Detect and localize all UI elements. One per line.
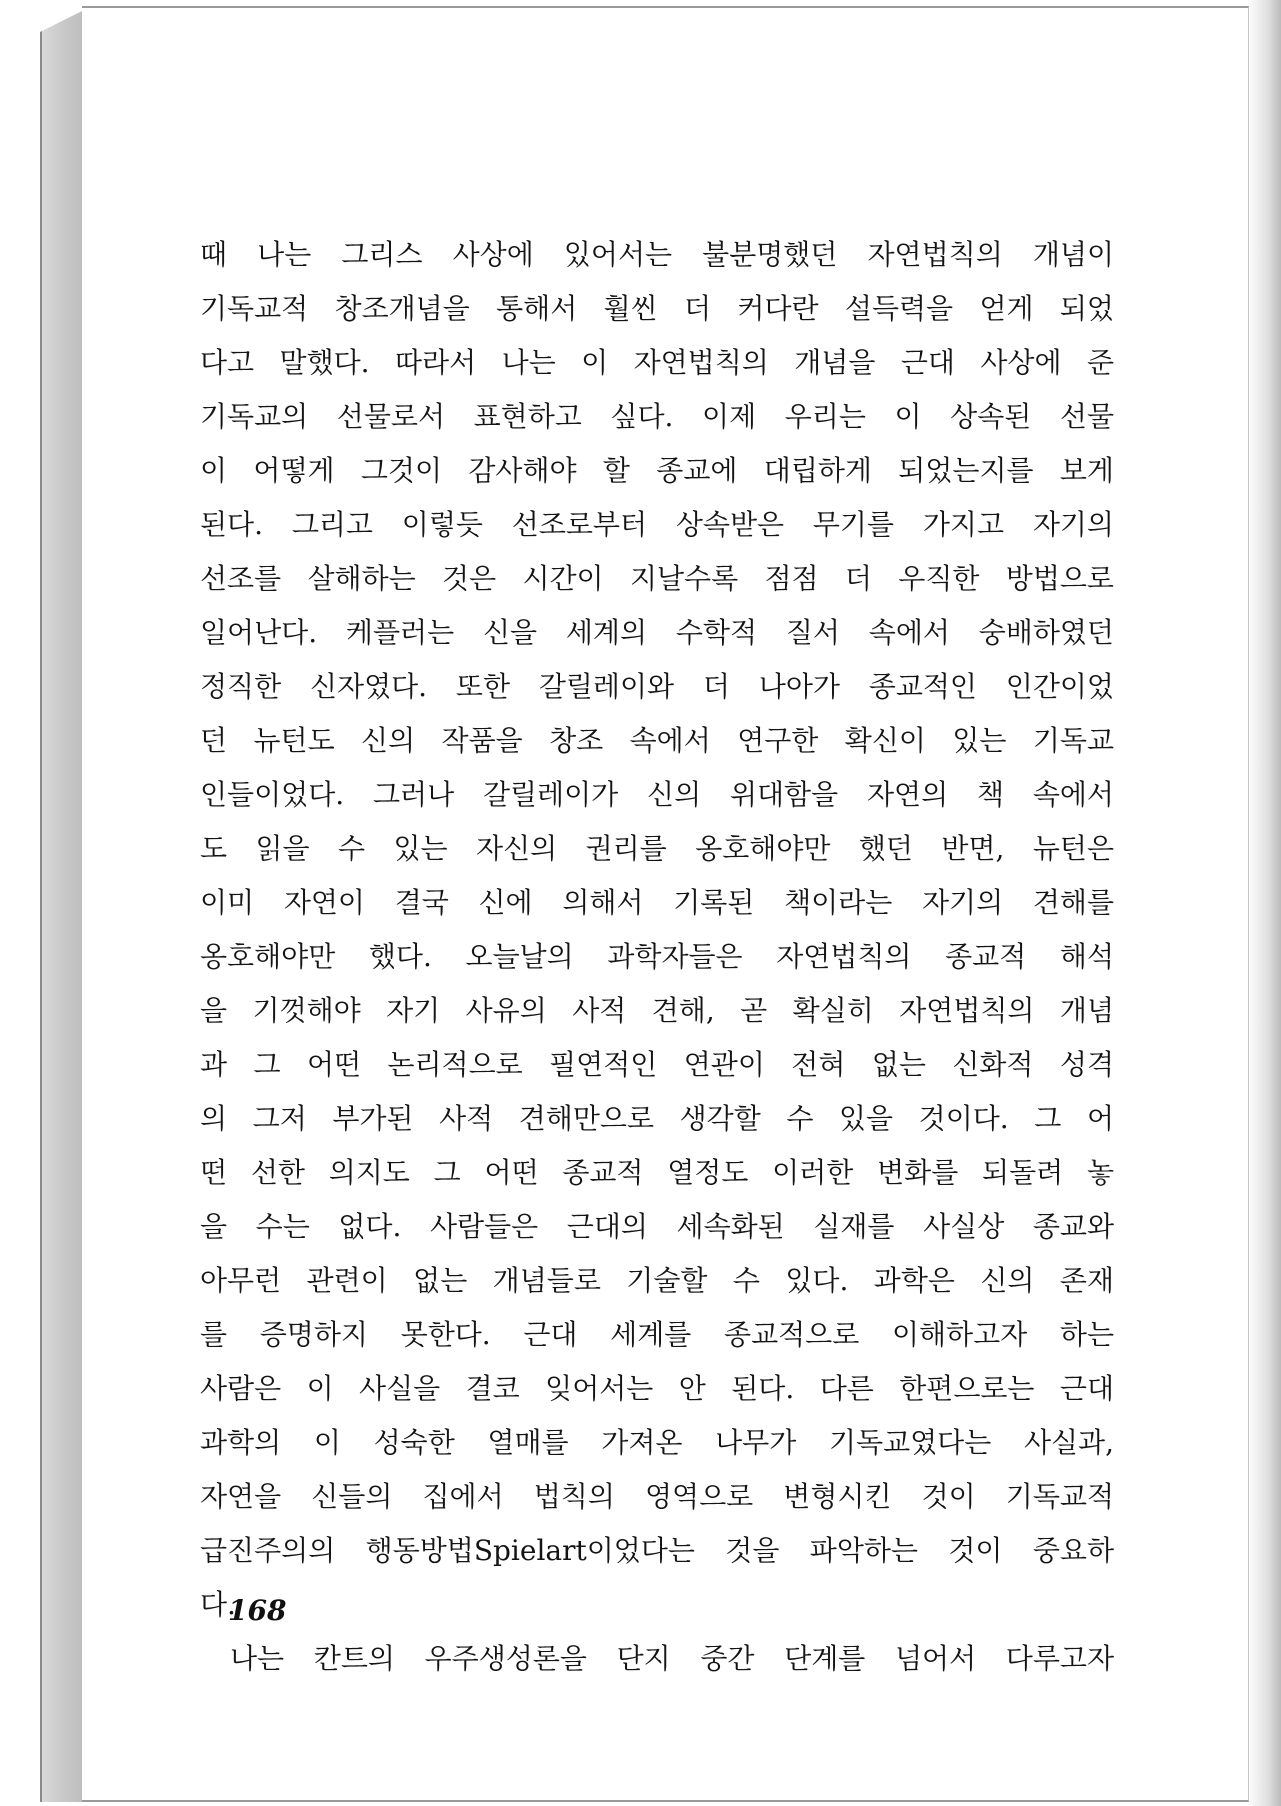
- text-line: 이 어떻게 그것이 감사해야 할 종교에 대립하게 되었는지를 보게: [200, 454, 1114, 487]
- text-line: 과학의 이 성숙한 열매를 가져온 나무가 기독교였다는 사실과,: [200, 1426, 1114, 1459]
- text-line: 급진주의의 행동방법Spielart이었다는 것을 파악하는 것이 중요하: [200, 1534, 1114, 1567]
- text-line: 다고 말했다. 따라서 나는 이 자연법칙의 개념을 근대 사상에 준: [200, 346, 1114, 379]
- text-line: 때 나는 그리스 사상에 있어서는 불분명했던 자연법칙의 개념이: [200, 238, 1114, 271]
- text-line: 일어난다. 케플러는 신을 세계의 수학적 질서 속에서 숭배하였던: [200, 616, 1114, 649]
- book-spine: [40, 10, 84, 1802]
- body-text: [200, 228, 1114, 1686]
- text-line: 의 그저 부가된 사적 견해만으로 생각할 수 있을 것이다. 그 어: [200, 1102, 1114, 1135]
- text-line: 아무런 관련이 없는 개념들로 기술할 수 있다. 과학은 신의 존재: [200, 1264, 1114, 1297]
- text-line: 던 뉴턴도 신의 작품을 창조 속에서 연구한 확신이 있는 기독교: [200, 724, 1114, 757]
- text-line: 된다. 그리고 이렇듯 선조로부터 상속받은 무기를 가지고 자기의: [200, 508, 1114, 541]
- text-line: 선조를 살해하는 것은 시간이 지날수록 점점 더 우직한 방법으로: [200, 562, 1114, 595]
- text-line: 이미 자연이 결국 신에 의해서 기록된 책이라는 자기의 견해를: [200, 886, 1114, 919]
- text-line: 기독교적 창조개념을 통해서 훨씬 더 커다란 설득력을 얻게 되었: [200, 292, 1114, 325]
- text-line: 다.: [200, 1588, 236, 1621]
- text-line: 기독교의 선물로서 표현하고 싶다. 이제 우리는 이 상속된 선물: [200, 400, 1114, 433]
- page-edge-shadow: [1247, 0, 1281, 1806]
- text-line: 자연을 신들의 집에서 법칙의 영역으로 변형시킨 것이 기독교적: [200, 1480, 1114, 1513]
- text-line: 을 기껏해야 자기 사유의 사적 견해, 곧 확실히 자연법칙의 개념: [200, 994, 1114, 1027]
- text-line: 나는 칸트의 우주생성론을 단지 중간 단계를 넘어서 다루고자: [230, 1642, 1114, 1675]
- text-line: 옹호해야만 했다. 오늘날의 과학자들은 자연법칙의 종교적 해석: [200, 940, 1114, 973]
- text-line: 과 그 어떤 논리적으로 필연적인 연관이 전혀 없는 신화적 성격: [200, 1048, 1114, 1081]
- text-line: 떤 선한 의지도 그 어떤 종교적 열정도 이러한 변화를 되돌려 놓: [200, 1156, 1114, 1189]
- text-line: 정직한 신자였다. 또한 갈릴레이와 더 나아가 종교적인 인간이었: [200, 670, 1114, 703]
- text-line: 도 읽을 수 있는 자신의 권리를 옹호해야만 했던 반면, 뉴턴은: [200, 832, 1114, 865]
- text-line: 사람은 이 사실을 결코 잊어서는 안 된다. 다른 한편으로는 근대: [200, 1372, 1114, 1405]
- text-line: 을 수는 없다. 사람들은 근대의 세속화된 실재를 사실상 종교와: [200, 1210, 1114, 1243]
- text-line: 를 증명하지 못한다. 근대 세계를 종교적으로 이해하고자 하는: [200, 1318, 1114, 1351]
- page-number: 168: [228, 1594, 287, 1627]
- text-line: 인들이었다. 그러나 갈릴레이가 신의 위대함을 자연의 책 속에서: [200, 778, 1114, 811]
